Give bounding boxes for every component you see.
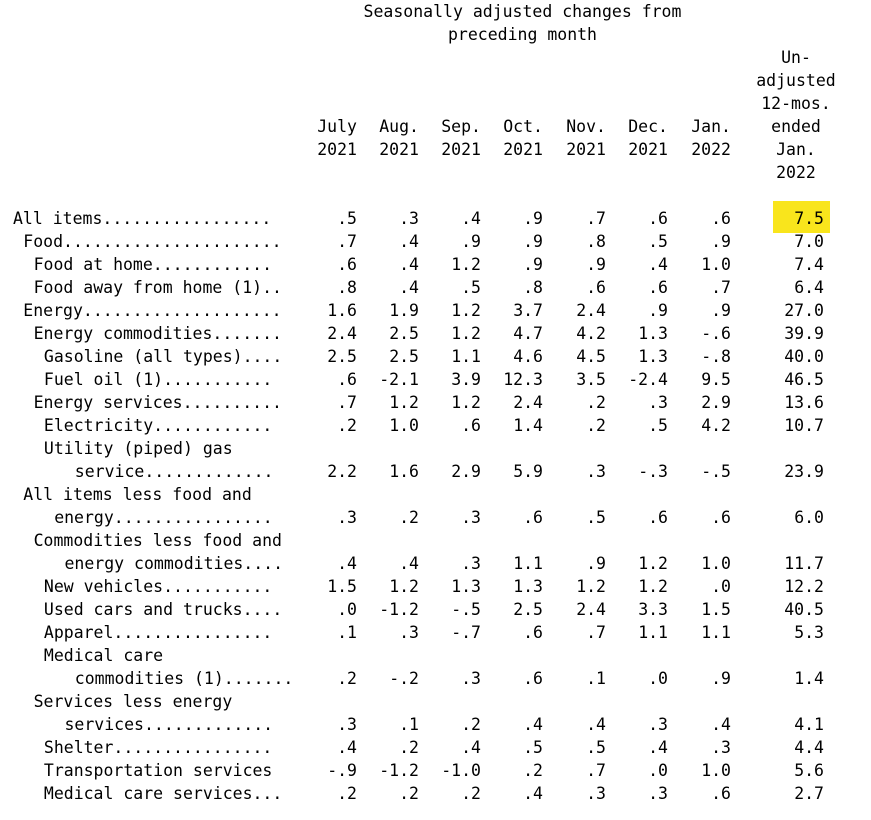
monthly-change-cell: .6 [648,209,668,228]
monthly-change-cell: .2 [586,416,606,435]
monthly-change-cell: 1.1 [513,554,543,573]
monthly-change-cell: .9 [523,255,543,274]
monthly-change-cell: .9 [586,554,606,573]
monthly-change-cell: 9.5 [701,370,731,389]
monthly-change-cell: .3 [337,508,357,527]
monthly-change-cell: .7 [586,761,606,780]
monthly-change-cell: 3.3 [638,600,668,619]
monthly-change-cell: 2.4 [576,600,606,619]
monthly-change-cell: .4 [461,738,481,757]
unadjusted-header [740,46,852,184]
monthly-change-cell: .6 [523,669,543,688]
table-row [0,690,871,713]
monthly-change-cell: .8 [523,278,543,297]
row-label: Commodities less food and [33,531,282,550]
row-label: Energy services.......... [33,393,282,412]
column-header-month: Oct. [503,117,543,136]
monthly-change-cell: 1.6 [327,301,357,320]
column-header [608,115,668,161]
column-header-month: July [317,117,357,136]
table-row [0,575,871,598]
twelve-month-change-cell: 39.9 [784,324,824,343]
monthly-change-cell: .1 [337,623,357,642]
monthly-change-cell: 1.0 [701,255,731,274]
monthly-change-cell: 1.2 [638,577,668,596]
unadjusted-header-line: adjusted [756,71,836,90]
monthly-change-cell: 2.2 [327,462,357,481]
monthly-change-cell: .6 [337,370,357,389]
monthly-change-cell: .4 [337,554,357,573]
monthly-change-cell: .4 [399,554,419,573]
twelve-month-change-cell: 2.7 [794,784,824,803]
monthly-change-cell: 2.4 [327,324,357,343]
monthly-change-cell: -.6 [701,324,731,343]
monthly-change-cell: .0 [711,577,731,596]
row-label: All items less food and [23,485,252,504]
monthly-change-cell: .2 [337,784,357,803]
table-row [0,598,871,621]
monthly-change-cell: 2.5 [327,347,357,366]
twelve-month-change-cell: 13.6 [784,393,824,412]
monthly-change-cell: .5 [648,232,668,251]
column-header [359,115,419,161]
monthly-change-cell: 2.5 [389,347,419,366]
row-label: energy................ [54,508,273,527]
twelve-month-change-cell: 7.0 [794,232,824,251]
monthly-change-cell: 4.6 [513,347,543,366]
row-label: Food...................... [23,232,282,251]
table-row [0,253,871,276]
monthly-change-cell: 1.2 [451,393,481,412]
row-label: New vehicles........... [43,577,273,596]
monthly-change-cell: .2 [337,416,357,435]
twelve-month-change-cell: 6.4 [794,278,824,297]
table-row [0,552,871,575]
twelve-month-change-cell: 5.3 [794,623,824,642]
monthly-change-cell: -.8 [701,347,731,366]
monthly-change-cell: .6 [711,209,731,228]
monthly-change-cell: .3 [648,715,668,734]
monthly-change-cell: 1.3 [513,577,543,596]
monthly-change-cell: .2 [461,784,481,803]
monthly-change-cell: .6 [461,416,481,435]
column-header [546,115,606,161]
monthly-change-cell: 4.2 [701,416,731,435]
monthly-change-cell: .4 [648,738,668,757]
row-label: All items................. [13,209,272,228]
monthly-change-cell: .9 [523,209,543,228]
table-row [0,667,871,690]
table-row [0,736,871,759]
monthly-change-cell: .7 [586,623,606,642]
column-header [421,115,481,161]
twelve-month-change-cell: 40.0 [784,347,824,366]
row-label: Gasoline (all types).... [43,347,283,366]
monthly-change-cell: 5.9 [513,462,543,481]
row-label: Utility (piped) gas [43,439,233,458]
monthly-change-cell: .1 [586,669,606,688]
monthly-change-cell: 1.0 [701,761,731,780]
monthly-change-cell: .2 [586,393,606,412]
twelve-month-change-cell: 27.0 [784,301,824,320]
column-header-month: Jan. [691,117,731,136]
monthly-change-cell: 1.1 [451,347,481,366]
monthly-change-cell: 1.2 [451,324,481,343]
row-label: Services less energy [33,692,233,711]
monthly-change-cell: .6 [711,784,731,803]
monthly-change-cell: 2.4 [576,301,606,320]
column-header-year: 2021 [566,140,606,159]
monthly-change-cell: 2.9 [701,393,731,412]
monthly-change-cell: .3 [461,508,481,527]
monthly-change-cell: 4.5 [576,347,606,366]
column-header-year: 2022 [691,140,731,159]
column-header-year: 2021 [441,140,481,159]
row-label: Food at home............ [33,255,273,274]
monthly-change-cell: 1.5 [327,577,357,596]
monthly-change-cell: 1.2 [576,577,606,596]
monthly-change-cell: 1.0 [701,554,731,573]
row-label: commodities (1)....... [74,669,294,688]
twelve-month-change-cell: 46.5 [784,370,824,389]
monthly-change-cell: .4 [711,715,731,734]
monthly-change-cell: .0 [648,761,668,780]
table-row [0,437,871,460]
table-row [0,483,871,506]
table-row [0,414,871,437]
row-label: Energy.................... [23,301,282,320]
table-row [0,207,871,230]
table-row [0,276,871,299]
monthly-change-cell: .3 [337,715,357,734]
caption-line-1: Seasonally adjusted changes from [363,2,682,21]
monthly-change-cell: 1.2 [389,393,419,412]
monthly-change-cell: 3.9 [451,370,481,389]
monthly-change-cell: .5 [648,416,668,435]
monthly-change-cell: 1.6 [389,462,419,481]
row-label: Food away from home (1).. [33,278,282,297]
monthly-change-cell: .8 [337,278,357,297]
twelve-month-change-cell: 6.0 [794,508,824,527]
monthly-change-cell: .7 [337,232,357,251]
monthly-change-cell: .4 [523,715,543,734]
monthly-change-cell: 1.2 [451,255,481,274]
monthly-change-cell: .5 [586,508,606,527]
table-row [0,713,871,736]
monthly-change-cell: .4 [337,738,357,757]
monthly-change-cell: 1.5 [701,600,731,619]
monthly-change-cell: -.7 [451,623,481,642]
monthly-change-cell: 2.9 [451,462,481,481]
column-header-month: Dec. [628,117,668,136]
monthly-change-cell: .7 [337,393,357,412]
monthly-change-cell: .2 [399,508,419,527]
column-header-year: 2021 [628,140,668,159]
twelve-month-change-cell: 4.1 [794,715,824,734]
monthly-change-cell: 1.3 [638,347,668,366]
row-label: energy commodities.... [64,554,284,573]
monthly-change-cell: .1 [399,715,419,734]
unadjusted-header-line: 2022 [776,163,816,182]
row-label: Medical care [43,646,164,665]
twelve-month-change-cell: 23.9 [784,462,824,481]
monthly-change-cell: -.3 [638,462,668,481]
table-row [0,322,871,345]
table-row [0,529,871,552]
monthly-change-cell: .4 [399,255,419,274]
monthly-change-cell: .6 [523,623,543,642]
monthly-change-cell: .5 [586,738,606,757]
table-row [0,391,871,414]
monthly-change-cell: .3 [399,209,419,228]
monthly-change-cell: .4 [523,784,543,803]
monthly-change-cell: .5 [523,738,543,757]
monthly-change-cell: .9 [461,232,481,251]
row-label: Transportation services [43,761,273,780]
monthly-change-cell: .9 [648,301,668,320]
table-row [0,506,871,529]
monthly-change-cell: -1.2 [379,600,419,619]
monthly-change-cell: .4 [399,232,419,251]
monthly-change-cell: -.9 [327,761,357,780]
monthly-change-cell: .9 [711,232,731,251]
monthly-change-cell: .3 [711,738,731,757]
row-label: services............. [64,715,274,734]
monthly-change-cell: -2.1 [379,370,419,389]
monthly-change-cell: .7 [711,278,731,297]
twelve-month-change-cell: 10.7 [784,416,824,435]
monthly-change-cell: .6 [337,255,357,274]
monthly-change-cell: .2 [523,761,543,780]
monthly-change-cell: .3 [586,784,606,803]
monthly-change-cell: .5 [337,209,357,228]
monthly-change-cell: -2.4 [628,370,668,389]
column-header [483,115,543,161]
monthly-change-cell: 1.1 [701,623,731,642]
column-header-month: Aug. [379,117,419,136]
row-label: Medical care services... [43,784,283,803]
monthly-change-cell: .2 [399,738,419,757]
monthly-change-cell: 12.3 [503,370,543,389]
table-row [0,460,871,483]
unadjusted-header-line: ended [771,117,821,136]
monthly-change-cell: .6 [586,278,606,297]
monthly-change-cell: 1.3 [638,324,668,343]
row-label: Energy commodities....... [33,324,282,343]
column-header-year: 2021 [503,140,543,159]
row-label: service............. [74,462,274,481]
column-header-month: Sep. [441,117,481,136]
monthly-change-cell: .6 [648,278,668,297]
monthly-change-cell: .2 [461,715,481,734]
monthly-change-cell: .0 [337,600,357,619]
monthly-change-cell: 4.2 [576,324,606,343]
monthly-change-cell: .6 [711,508,731,527]
column-header-year: 2021 [317,140,357,159]
unadjusted-header-line: Jan. [776,140,816,159]
monthly-change-cell: .2 [337,669,357,688]
monthly-change-cell: .7 [586,209,606,228]
monthly-change-cell: 1.9 [389,301,419,320]
table-row [0,782,871,805]
monthly-change-cell: 1.2 [638,554,668,573]
monthly-change-cell: 3.5 [576,370,606,389]
monthly-change-cell: .4 [461,209,481,228]
caption-line-2: preceding month [447,25,597,44]
twelve-month-change-cell: 40.5 [784,600,824,619]
twelve-month-change-cell: 1.4 [794,669,824,688]
twelve-month-change-cell: 7.4 [794,255,824,274]
monthly-change-cell: .9 [523,232,543,251]
unadjusted-header-line: Un- [781,48,811,67]
table-row [0,644,871,667]
monthly-change-cell: -.5 [701,462,731,481]
monthly-change-cell: 2.4 [513,393,543,412]
monthly-change-cell: .0 [648,669,668,688]
unadjusted-header-line: 12-mos. [761,94,831,113]
table-row [0,299,871,322]
monthly-change-cell: 3.7 [513,301,543,320]
monthly-change-cell: 2.5 [389,324,419,343]
column-header [671,115,731,161]
table-row [0,621,871,644]
monthly-change-cell: 4.7 [513,324,543,343]
monthly-change-cell: 1.2 [451,301,481,320]
monthly-change-cell: .6 [648,508,668,527]
table-row [0,759,871,782]
row-label: Used cars and trucks.... [43,600,283,619]
monthly-change-cell: .3 [461,554,481,573]
monthly-change-cell: -.5 [451,600,481,619]
twelve-month-change-cell: 4.4 [794,738,824,757]
monthly-change-cell: .3 [648,393,668,412]
monthly-change-cell: -.2 [389,669,419,688]
monthly-change-cell: .3 [461,669,481,688]
column-header [297,115,357,161]
column-header-year: 2021 [379,140,419,159]
monthly-change-cell: .4 [648,255,668,274]
monthly-change-cell: 1.1 [638,623,668,642]
row-label: Electricity............ [43,416,273,435]
twelve-month-change-cell: 12.2 [784,577,824,596]
twelve-month-change-cell: 11.7 [784,554,824,573]
monthly-change-cell: .6 [523,508,543,527]
table-row [0,345,871,368]
column-header-month: Nov. [566,117,606,136]
monthly-change-cell: .8 [586,232,606,251]
monthly-change-cell: 1.4 [513,416,543,435]
table-row [0,368,871,391]
monthly-change-cell: 2.5 [513,600,543,619]
monthly-change-cell: .2 [399,784,419,803]
twelve-month-change-cell: 7.5 [794,209,824,228]
monthly-change-cell: -1.2 [379,761,419,780]
monthly-change-cell: .9 [711,669,731,688]
monthly-change-cell: 1.0 [389,416,419,435]
row-label: Shelter................ [43,738,273,757]
monthly-change-cell: .3 [399,623,419,642]
twelve-month-change-cell: 5.6 [794,761,824,780]
monthly-change-cell: 1.2 [389,577,419,596]
monthly-change-cell: .4 [399,278,419,297]
monthly-change-cell: .5 [461,278,481,297]
row-label: Apparel................ [43,623,273,642]
monthly-change-cell: .4 [586,715,606,734]
monthly-change-cell: .3 [586,462,606,481]
table-row [0,230,871,253]
monthly-change-cell: -1.0 [441,761,481,780]
monthly-change-cell: 1.3 [451,577,481,596]
row-label: Fuel oil (1)........... [43,370,273,389]
monthly-change-cell: .9 [711,301,731,320]
monthly-change-cell: .3 [648,784,668,803]
monthly-change-cell: .9 [586,255,606,274]
